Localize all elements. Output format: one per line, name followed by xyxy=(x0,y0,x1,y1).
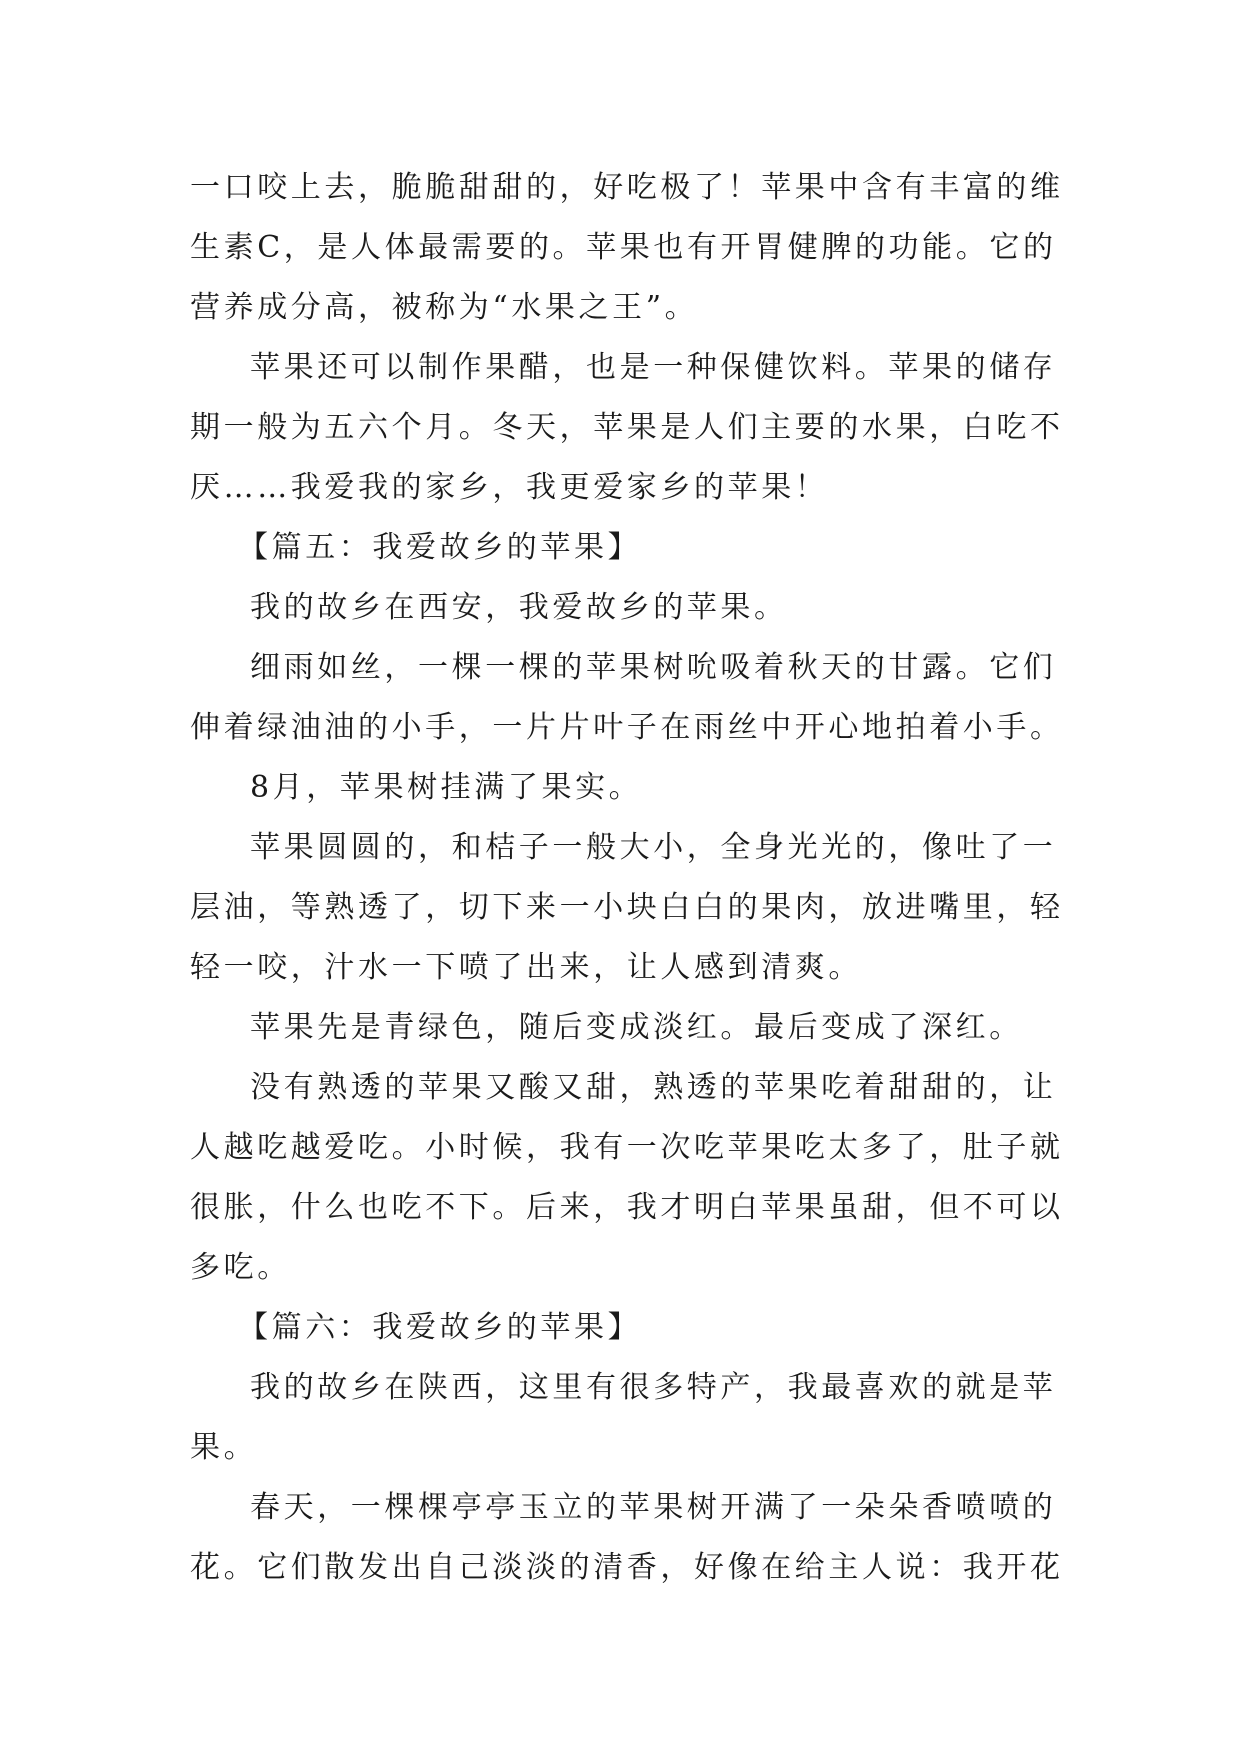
paragraph: 苹果先是青绿色，随后变成淡红。最后变成了深红。 xyxy=(250,1010,1023,1045)
paragraph: 我的故乡在陕西，这里有很多特产，我最喜欢的就是苹果。 xyxy=(190,1370,1057,1465)
paragraph-continued: 一口咬上去，脆脆甜甜的，好吃极了！苹果中含有丰富的维生素C，是人体最需要的。苹果也有开胃健脾的功能。它的营养成分高，被称为“水果之王”。 xyxy=(190,170,1064,325)
paragraph: 春天，一棵棵亭亭玉立的苹果树开满了一朵朵香喷喷的花。它们散发出自己淡淡的清香，好像在给主人说：我开花 xyxy=(190,1490,1064,1585)
paragraph: 细雨如丝，一棵一棵的苹果树吮吸着秋天的甘露。它们伸着绿油油的小手，一片片叶子在雨丝中开心地拍着小手。 xyxy=(190,650,1064,745)
paragraph: 苹果还可以制作果醋，也是一种保健饮料。苹果的储存期一般为五六个月。冬天，苹果是人们主要的水果，白吃不厌……我爱我的家乡，我更爱家乡的苹果！ xyxy=(190,350,1064,505)
paragraph: 没有熟透的苹果又酸又甜，熟透的苹果吃着甜甜的，让人越吃越爱吃。小时候，我有一次吃苹果吃太多了，肚子就很胀，什么也吃不下。后来，我才明白苹果虽甜，但不可以多吃。 xyxy=(190,1070,1064,1285)
section-heading-six: 【篇六：我爱故乡的苹果】 xyxy=(238,1310,642,1345)
paragraph: 我的故乡在西安，我爱故乡的苹果。 xyxy=(250,590,788,625)
paragraph: 苹果圆圆的，和桔子一般大小，全身光光的，像吐了一层油，等熟透了，切下来一小块白白的果肉，放进嘴里，轻轻一咬，汁水一下喷了出来，让人感到清爽。 xyxy=(190,830,1064,985)
document-body xyxy=(190,158,1070,1598)
paragraph: 8月，苹果树挂满了果实。 xyxy=(250,770,643,805)
section-heading-five: 【篇五：我爱故乡的苹果】 xyxy=(238,530,642,565)
